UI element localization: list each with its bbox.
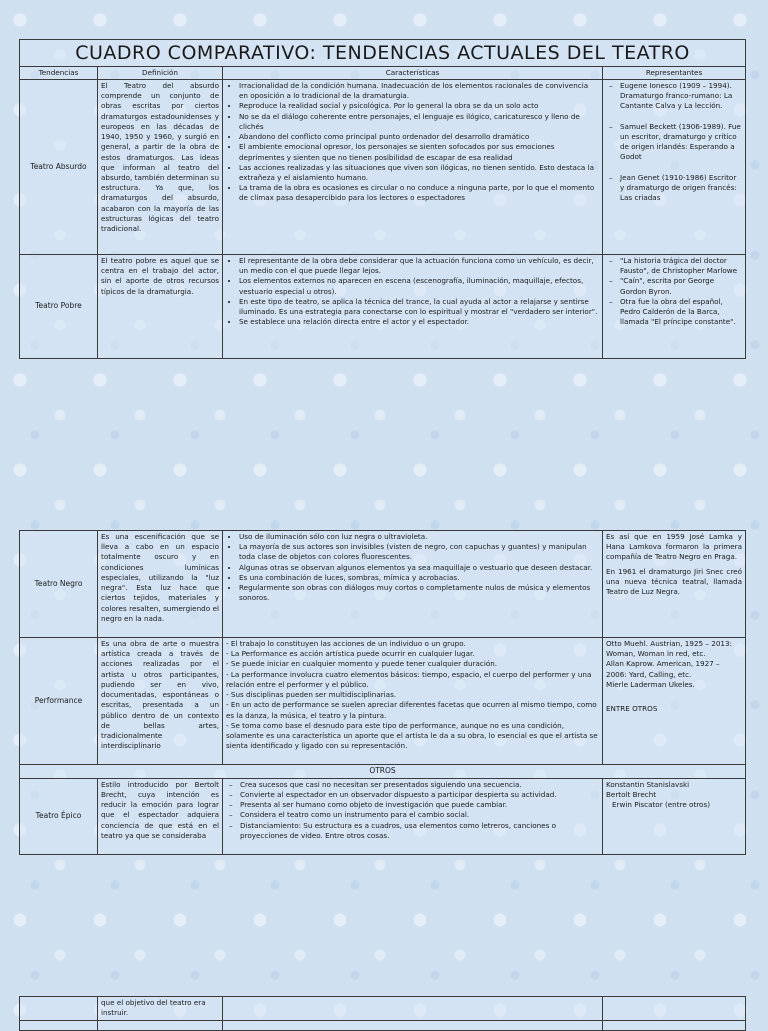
list-item: - La performance involucra cuatro elementos básicos: tiempo, espacio, el cuerpo del performer y una relación entre el performer y el público. (226, 669, 592, 689)
row-name: Teatro Negro (20, 531, 98, 638)
table-row-cutoff (20, 1021, 746, 1031)
list-item: • En este tipo de teatro, se aplica la técnica del trance, la cual ayuda al actor a relajarse y sentirse iluminado. Es una estrategia para conectarse con lo espiritual y mostrar el "verdadero ser interior". (239, 297, 599, 317)
representative-text: Mierle Laderman Ukeles. (606, 679, 695, 689)
list-item: – Presenta al ser humano como objeto de investigación que puede cambiar. (226, 800, 599, 810)
row-representatives (603, 778, 746, 854)
comparison-table-part-3 (19, 996, 746, 1031)
list-item: • Los elementos externos no aparecen en escena (escenografía, iluminación, maquillaje, efectos, vestuario especial u otros). (239, 276, 599, 296)
list-item: • Se establece una relación directa entre el actor y el espectador. (239, 317, 599, 327)
row-name: Performance (20, 638, 98, 765)
list-item: - El trabajo lo constituyen las acciones de un individuo o un grupo. (226, 639, 466, 648)
empty-cell (98, 1021, 223, 1031)
list-item: - Se toma como base el desnudo para este tipo de performance, aunque no es una condición, solamente es una característica un aporte que el artista le da a su obra, lo esencial es que el artista se sienta identificado y ligado con su representación. (226, 720, 598, 751)
header-definicion: Definición (98, 66, 223, 79)
row-definition: que el objetivo del teatro era instruir. (98, 997, 223, 1021)
row-features (223, 255, 603, 359)
representative-text: Konstantin Stanislavski (606, 779, 690, 789)
list-item: • No se da el diálogo coherente entre personajes, el lenguaje es ilógico, caricaturesco y lleno de clichés (239, 112, 599, 132)
list-item: - Se puede iniciar en cualquier momento y puede tener cualquier duración. (226, 659, 498, 669)
empty-cell (603, 1021, 746, 1031)
list-item: • Es una combinación de luces, sombras, mímica y acrobacias. (239, 573, 599, 583)
table-row-teatro-pobre (20, 255, 746, 359)
table-row-performance (20, 638, 746, 765)
table-row-teatro-absurdo (20, 80, 746, 255)
list-item: • Las acciones realizadas y las situaciones que viven son ilógicas, no tienen sentido. Esto destaca la extrañeza y el aislamiento humano. (239, 163, 599, 183)
list-item: – Eugene Ionesco (1909 – 1994). Dramaturgo franco-rumano: La Cantante Calva y La lección. (606, 81, 742, 112)
row-definition: El teatro pobre es aquel que se centra en el trabajo del actor, sin el aporte de otros recursos típicos de la dramaturgia. (98, 255, 223, 359)
list-item: – Otra fue la obra del español, Pedro Calderón de la Barca, llamada "El príncipe constante". (606, 297, 742, 328)
representative-text: Erwin Piscator (entre otros) (612, 800, 711, 810)
table-row-teatro-negro (20, 531, 746, 638)
row-definition: El Teatro del absurdo comprende un conjunto de obras escritas por ciertos dramaturgos estadounidenses y europeos en las décadas de 1940, 1950 y 1960, y surgió en general, a partir de la obra de estos dramaturgos. Las ideas que informan al teatro del absurdo, también determinan su estructura. Ya que, los dramaturgos del absurdo, acabaron con la mayoría de las estructuras lógicas del teatro tradicional. (98, 80, 223, 255)
representative-text: Es así que en 1959 José Lamka y Hana Lamkova formaron la primera compañía de Teatro Negro en Praga. (606, 532, 742, 562)
representative-text: Bertolt Brecht (606, 789, 657, 799)
list-item: – Considera el teatro como un instrumento para el cambio social. (226, 810, 599, 820)
list-item: – Jean Genet (1910-1986) Escritor y dramaturgo de origen francés: Las criadas (606, 173, 742, 204)
comparison-table-part-1 (19, 39, 746, 359)
list-item: • La mayoría de sus actores son invisibles (visten de negro, con capuchas y guantes) y manipulan toda clase de objetos con colores fluorescentes. (239, 542, 599, 562)
row-features (223, 638, 603, 765)
row-representatives (603, 531, 746, 638)
row-features (223, 778, 603, 854)
list-item: - En un acto de performance se suelen apreciar diferentes facetas que ocurren al mismo tiempo, como es la danza, la música, el teatro y la pintura. (226, 700, 597, 720)
representative-text: Allan Kaprow. American, 1927 – 2006: Yard, Calling, etc. (606, 659, 720, 679)
list-item: • Algunas otras se observan algunos elementos ya sea maquillaje o vestuario que deseen destacar. (239, 563, 599, 573)
empty-cell (20, 1021, 98, 1031)
list-item: • El ambiente emocional opresor, los personajes se sienten sofocados por sus emociones deprimentes y sienten que no tienen posibilidad de escapar de esa realidad (239, 142, 599, 162)
list-item: • Irracionalidad de la condición humana. Inadecuación de los elementos racionales de convivencia en oposición a lo tradicional de la dramaturgia. (239, 81, 599, 101)
header-tendencias: Tendencias (20, 66, 98, 79)
row-definition: Estilo introducido por Bertolt Brecht, cuya intención es reducir la emoción para lograr que el espectador adquiera conciencia de que está en el teatro ya que se consideraba (98, 778, 223, 854)
list-item: – Samuel Beckett (1906-1989). Fue un escritor, dramaturgo y crítico de origen irlandés: Esperando a Godot (606, 122, 742, 163)
list-item: • Reproduce la realidad social y psicológica. Por lo general la obra se da un solo acto (239, 101, 599, 111)
row-name (20, 997, 98, 1021)
table-row-teatro-epico (20, 778, 746, 854)
row-name: Teatro Pobre (20, 255, 98, 359)
row-representatives (603, 997, 746, 1021)
list-item: - La Performance es acción artística puede ocurrir en cualquier lugar. (226, 649, 475, 659)
list-item: – Distanciamiento: Su estructura es a cuadros, usa elementos como letreros, canciones o proyecciones de video. Entre otros cosas. (226, 821, 599, 841)
representative-text: ENTRE OTROS (606, 704, 658, 714)
empty-cell (223, 1021, 603, 1031)
row-name: Teatro Épico (20, 778, 98, 854)
list-item: – Convierte al espectador en un observador dispuesto a participar despierta su actividad. (226, 790, 599, 800)
list-item: – "La historia trágica del doctor Fausto", de Christopher Marlowe (606, 256, 742, 276)
table-row-continuation (20, 997, 746, 1021)
row-name: Teatro Absurdo (20, 80, 98, 255)
list-item: – "Caín", escrita por George Gordon Byron. (606, 276, 742, 296)
section-label-otros: OTROS (20, 765, 746, 779)
list-item: • El representante de la obra debe considerar que la actuación funciona como un vehículo, es decir, un medio con el que puede llegar lejos. (239, 256, 599, 276)
row-representatives (603, 638, 746, 765)
list-item: • Uso de iluminación sólo con luz negra o ultravioleta. (239, 532, 599, 542)
list-item: – Crea sucesos que casi no necesitan ser presentados siguiendo una secuencia. (226, 780, 599, 790)
row-features (223, 997, 603, 1021)
row-features (223, 531, 603, 638)
header-row (20, 66, 746, 79)
representative-text: En 1961 el dramaturgo Jiri Snec creó una nueva técnica teatral, llamada Teatro de Luz Negra. (606, 566, 742, 597)
table-row-separator (20, 765, 746, 779)
header-representantes: Representantes (603, 66, 746, 79)
list-item: • Regularmente son obras con diálogos muy cortos o completamente nulos de música y elementos sonoros. (239, 583, 599, 603)
row-features (223, 80, 603, 255)
header-caracteristicas: Características (223, 66, 603, 79)
comparison-table-part-2 (19, 530, 746, 855)
row-definition: Es una obra de arte o muestra artística creada a través de acciones realizadas por el artista u otros participantes, pudiendo ser en vivo, documentadas, espontáneas o escritas, presentada a un público dentro de un contexto de bellas artes, tradicionalmente interdisciplinario (98, 638, 223, 765)
representative-text: Otto Muehl. Austrian, 1925 – 2013: (606, 639, 732, 648)
representative-text: Woman, Woman in red, etc. (606, 649, 706, 659)
list-item: - Sus disciplinas pueden ser multidisciplinarias. (226, 690, 397, 700)
list-item: • La trama de la obra es ocasiones es circular o no conduce a ninguna parte, por lo que el momento de clímax pasa desapercibido para los lectores o espectadores (239, 183, 599, 203)
row-representatives (603, 255, 746, 359)
row-representatives (603, 80, 746, 255)
page-title: CUADRO COMPARATIVO: TENDENCIAS ACTUALES DEL TEATRO (20, 40, 746, 67)
row-definition: Es una escenificación que se lleva a cabo en un espacio totalmente oscuro y en condiciones lumínicas especiales, utilizando la "luz negra". Esta luz hace que ciertos tejidos, materiales y colores resalten, sumergiendo el negro en la nada. (98, 531, 223, 638)
list-item: • Abandono del conflicto como principal punto ordenador del desarrollo dramático (239, 132, 599, 142)
